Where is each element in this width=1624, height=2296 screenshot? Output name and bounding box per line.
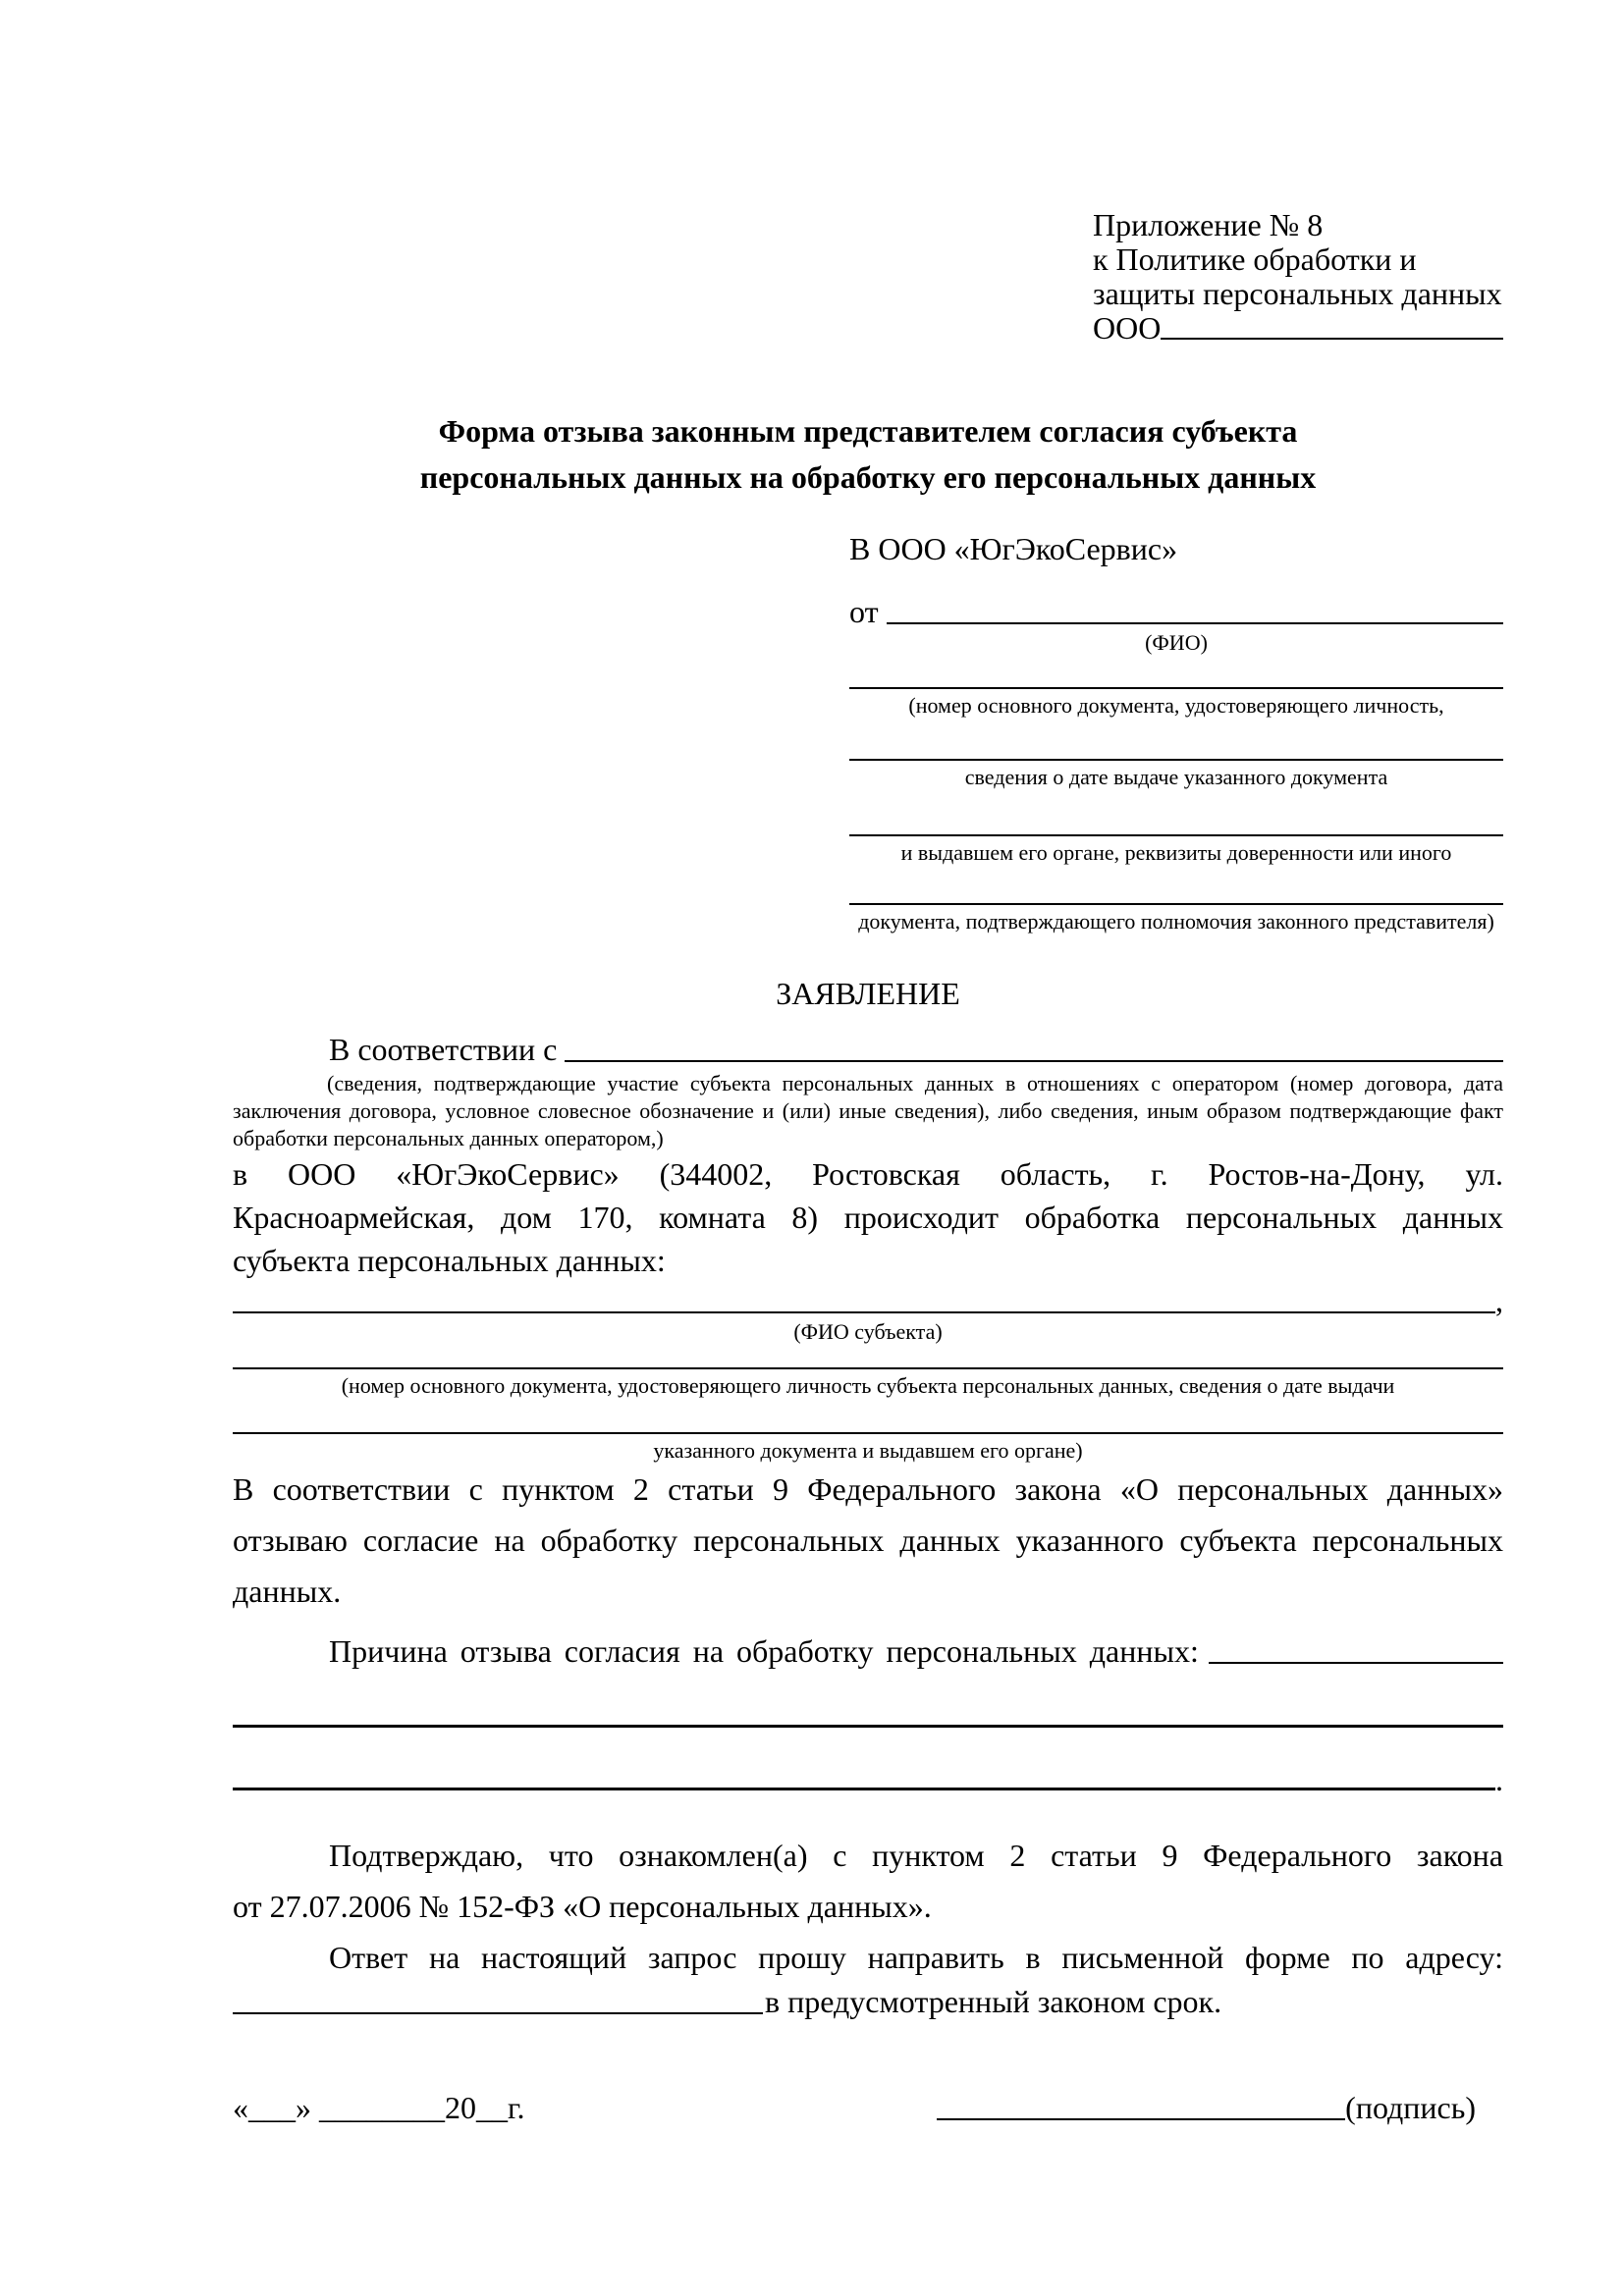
reply-address-row (233, 1983, 1503, 2020)
title-line: Форма отзыва законным представителем согласия субъекта (438, 413, 1298, 449)
intro-row (233, 1031, 1503, 1068)
reply-suffix: в предусмотренный законом срок. (765, 1984, 1222, 2019)
reason-blank-underline (1209, 1632, 1503, 1664)
reason-blank-line (233, 1725, 1503, 1728)
appendix-line: защиты персональных данных (1093, 276, 1502, 311)
confirm-line: Подтверждаю, что ознакомлен(а) с пунктом 2 статьи 9 Федерального закона (329, 1838, 1503, 1873)
addressee-organization: В ООО «ЮгЭкоСервис» (849, 531, 1178, 566)
reason-blank-line-row (233, 1762, 1503, 1797)
representative-doc-caption: и выдавшем его органе, реквизиты доверенности или иного (900, 840, 1452, 865)
from-label: от (849, 594, 879, 629)
ooo-blank-underline (1161, 311, 1503, 340)
reply-line: Ответ на настоящий запрос прошу направить в письменной форме по адресу: (329, 1940, 1503, 1975)
reason-period: . (1495, 1762, 1503, 1797)
reason-row (233, 1632, 1503, 1670)
from-blank-underline (887, 593, 1503, 624)
reply-paragraph (233, 1932, 1503, 1983)
subject-doc-caption: указанного документа и выдавшем его органе) (653, 1438, 1083, 1463)
representative-doc-underline (849, 759, 1503, 761)
paragraph-indent (233, 1632, 329, 1670)
appendix-block (1093, 208, 1503, 346)
title-line: персональных данных на обработку его персональных данных (419, 459, 1317, 495)
withdrawal-line: данных. (233, 1574, 342, 1609)
representative-doc-underline (849, 834, 1503, 836)
signature-caption: (подпись) (1345, 2090, 1476, 2125)
ooo-prefix: ООО (1093, 310, 1162, 346)
reason-label: Причина отзыва согласия на обработку персональных данных: (329, 1633, 1199, 1669)
representative-doc-caption: (номер основного документа, удостоверяющего личность, (908, 693, 1444, 718)
note-paragraph (233, 1070, 1503, 1152)
appendix-line: Приложение № 8 (1093, 207, 1324, 242)
subject-fio-caption: (ФИО субъекта) (793, 1319, 943, 1344)
subject-doc-underline (233, 1367, 1503, 1369)
subject-doc-underline (233, 1432, 1503, 1434)
operator-line: Красноармейская, дом 170, комната 8) происходит обработка персональных данных (233, 1200, 1503, 1235)
subject-doc-caption: (номер основного документа, удостоверяющего личность субъекта персональных данных, сведения о дате выдачи (341, 1373, 1395, 1398)
reason-blank-line (233, 1767, 1495, 1790)
appendix-ooo-line (1093, 311, 1503, 346)
operator-line: в ООО «ЮгЭкоСервис» (344002, Ростовская область, г. Ростов-на-Дону, ул. (233, 1156, 1503, 1192)
note-line: заключения договора, условное словесное обозначение и (или) иные сведения), либо сведения, иным образом подтверждающие факт (233, 1098, 1503, 1123)
note-line: обработки персональных данных оператором,) (233, 1126, 664, 1150)
withdrawal-paragraph (233, 1464, 1503, 1617)
addressee-block (849, 530, 1503, 934)
confirm-line: от 27.07.2006 № 152-ФЗ «О персональных данных». (233, 1889, 932, 1924)
withdrawal-line: В соответствии с пунктом 2 статьи 9 Федерального закона «О персональных данных» (233, 1471, 1503, 1507)
intro-prefix: В соответствии с (329, 1032, 558, 1067)
note-line: (сведения, подтверждающие участие субъекта персональных данных в отношениях с оператором (номер договора, дата (327, 1071, 1503, 1095)
document-title (233, 408, 1503, 501)
signature-group (937, 2089, 1476, 2126)
subject-comma: , (1495, 1283, 1503, 1318)
operator-paragraph (233, 1152, 1503, 1282)
from-row (849, 593, 1503, 630)
date-line: «___» ________20__г. (233, 2090, 525, 2125)
confirm-paragraph (233, 1830, 1503, 1932)
subject-fio-row (233, 1282, 1503, 1319)
statement-heading: ЗАЯВЛЕНИЕ (776, 976, 960, 1011)
operator-line: субъекта персональных данных: (233, 1243, 666, 1278)
footer (233, 2089, 1503, 2126)
representative-doc-caption: документа, подтверждающего полномочия законного представителя) (858, 909, 1494, 934)
representative-doc-underline (849, 903, 1503, 905)
appendix-line: к Политике обработки и (1093, 241, 1417, 277)
fio-caption: (ФИО) (1145, 630, 1208, 655)
paragraph-indent (233, 1031, 329, 1068)
intro-blank-underline (565, 1031, 1503, 1062)
representative-doc-underline (849, 687, 1503, 689)
withdrawal-line: отзываю согласие на обработку персональных данных указанного субъекта персональных (233, 1522, 1503, 1558)
reply-address-underline (233, 1983, 763, 2014)
subject-fio-underline (233, 1282, 1495, 1313)
signature-underline (937, 2089, 1345, 2120)
representative-doc-caption: сведения о дате выдаче указанного документа (964, 765, 1388, 789)
